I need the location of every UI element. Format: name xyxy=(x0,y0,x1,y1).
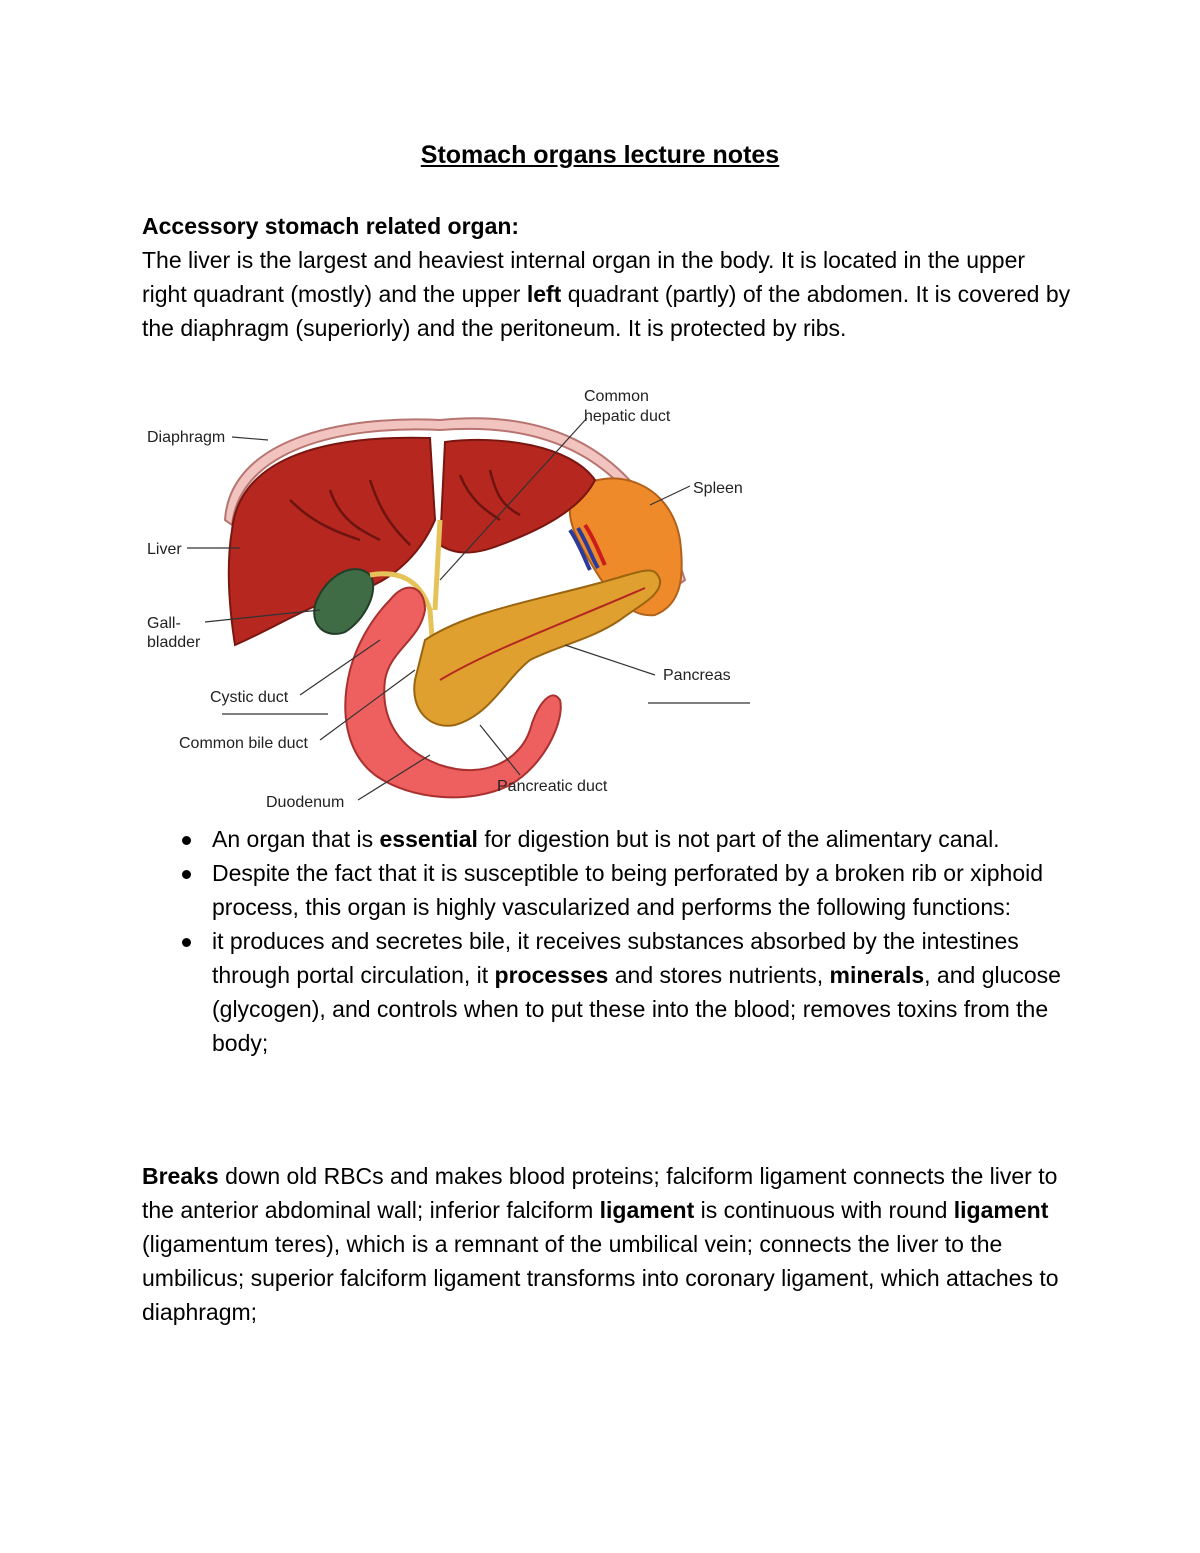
label-cystic-duct: Cystic duct xyxy=(210,689,289,706)
page-title: Stomach organs lecture notes xyxy=(420,141,780,169)
liver-anatomy-diagram xyxy=(140,380,760,815)
label-common-bile-duct: Common bile duct xyxy=(179,735,308,752)
list-item xyxy=(142,822,1072,856)
bullet-icon xyxy=(182,836,191,845)
section-heading: Accessory stomach related organ: xyxy=(142,213,520,239)
bold-text: Breaks xyxy=(142,1163,219,1189)
label-liver: Liver xyxy=(147,541,182,558)
text-run: quadrant (partly) of the abdomen. It is covered by the diaphragm (superiorly) and the peritoneum. It is protected by ribs. xyxy=(142,281,1071,341)
pancreas-shape xyxy=(414,571,660,726)
label-pancreatic-duct: Pancreatic duct xyxy=(497,778,608,795)
list-item xyxy=(142,924,1072,1060)
label-common-hepatic-duct-2: hepatic duct xyxy=(584,408,671,425)
text-run: An organ that is xyxy=(212,826,380,852)
list-item-text xyxy=(212,928,1061,1056)
bullet-icon xyxy=(182,938,191,947)
list-item-text xyxy=(212,860,1043,920)
bullet-icon xyxy=(182,870,191,879)
label-pancreas: Pancreas xyxy=(663,667,731,684)
liver-anatomy-figure xyxy=(140,380,760,815)
text-run: , and glucose (glycogen), and controls when to put these into the blood; removes toxins from the body; xyxy=(212,962,1061,1056)
label-gallbladder-2: bladder xyxy=(147,634,201,651)
text-run: is continuous with round xyxy=(694,1197,954,1223)
list-item xyxy=(142,856,1072,924)
label-diaphragm: Diaphragm xyxy=(147,429,226,446)
bold-text: essential xyxy=(379,826,478,852)
intro-paragraph xyxy=(142,243,1072,345)
closing-paragraph xyxy=(142,1159,1072,1329)
bold-text: processes xyxy=(494,962,609,988)
label-duodenum: Duodenum xyxy=(266,794,345,811)
label-common-hepatic-duct-1: Common xyxy=(584,388,649,405)
text-run: Despite the fact that it is susceptible to being perforated by a broken rib or xiphoid process, this organ is highly vascularized and performs the following functions: xyxy=(212,860,1044,920)
text-run: The liver is the largest and heaviest internal organ in the body. It is located in the upper right quadrant (mostly) and the upper xyxy=(142,247,1026,307)
text-run: for digestion but is not part of the alimentary canal. xyxy=(477,826,1000,852)
label-spleen: Spleen xyxy=(693,480,743,497)
bold-text: minerals xyxy=(829,962,925,988)
bold-text: ligament xyxy=(953,1197,1049,1223)
bold-text: left xyxy=(526,281,562,307)
text-run: (ligamentum teres), which is a remnant of the umbilical vein; connects the liver to the umbilicus; superior falciform ligament transforms into coronary ligament, which attaches to diaphragm; xyxy=(142,1231,1059,1325)
text-run: and stores nutrients, xyxy=(608,962,830,988)
text-run: it produces and secretes bile, it receives substances absorbed by the intestines through portal circulation, it xyxy=(212,928,1019,988)
bold-text: ligament xyxy=(599,1197,695,1223)
list-item-text xyxy=(212,826,1000,852)
text-run: down old RBCs and makes blood proteins; falciform ligament connects the liver to the anterior abdominal wall; inferior falciform xyxy=(142,1163,1058,1223)
label-gallbladder-1: Gall- xyxy=(147,615,181,632)
function-list xyxy=(142,822,1072,1060)
